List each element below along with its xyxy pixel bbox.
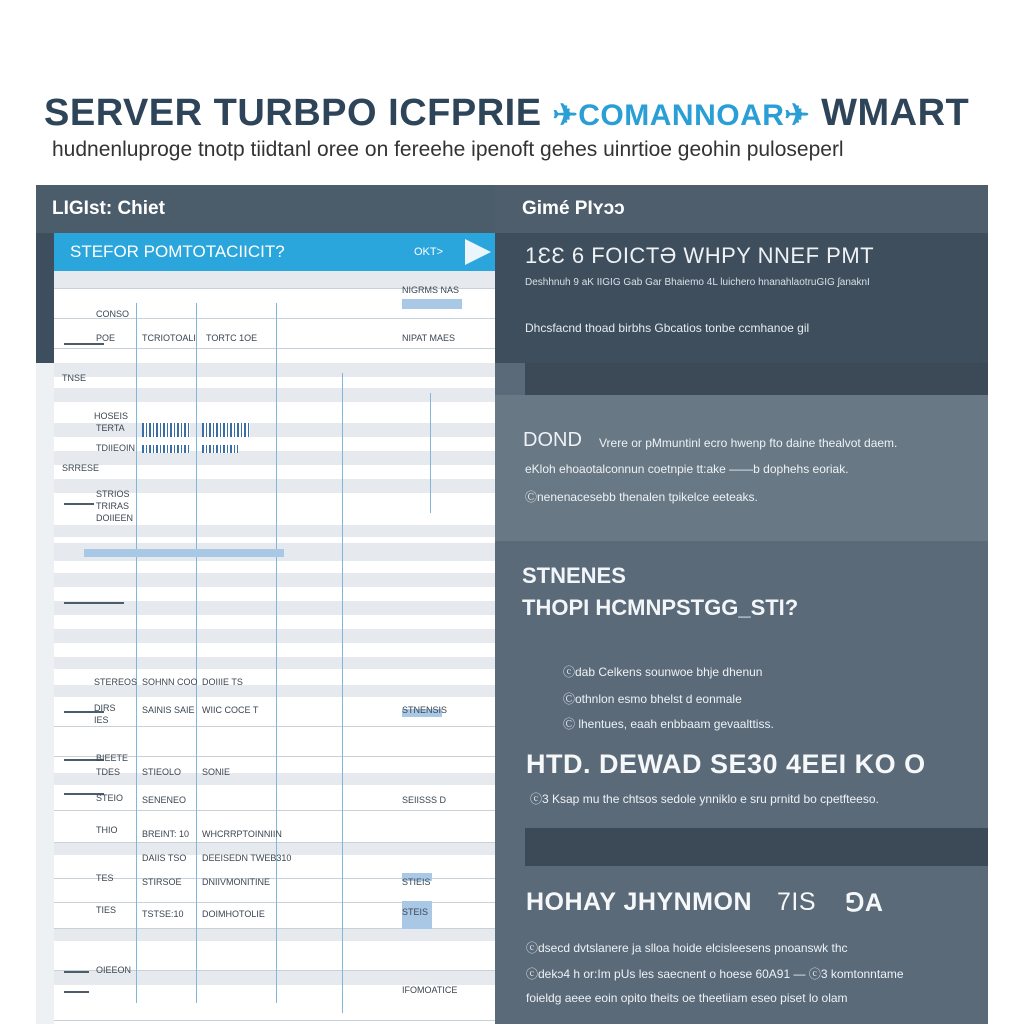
table-cell: OIEEON: [96, 965, 132, 975]
table-row: [54, 573, 495, 587]
table-cell: BREINT: 10: [142, 829, 190, 839]
document-banner: [54, 233, 495, 271]
section2-subtitle: THOPI HCMNPSTGG_STI?: [522, 595, 799, 620]
table-cell: TIES: [96, 905, 117, 915]
table-cell: CONSO: [96, 309, 130, 319]
table-cell: SRRESE: [62, 463, 100, 473]
table-cell: STIEOLO: [142, 767, 182, 777]
title-mid: ✈COMANNOAR✈: [552, 99, 811, 132]
table-cell: TDIIEOIN: [96, 443, 136, 453]
title-right: WMART: [821, 92, 970, 134]
right-panel: [495, 185, 988, 1024]
highlight-bar: [402, 299, 462, 309]
table-row: [54, 525, 495, 537]
bullet-item: Ⓒothnlon esmo bhelst d eonmale: [563, 692, 742, 706]
table-cell: DEEISEDN TWEB310: [202, 853, 292, 863]
table-cell: SONIE: [202, 767, 231, 777]
document-banner-title: STEFOR POMTOTACIICIT?: [70, 242, 285, 261]
table-cell: STEIS: [402, 907, 429, 917]
highlight-bar: [84, 549, 284, 557]
table-cell: STEIO: [96, 793, 124, 803]
page-title: [44, 92, 969, 135]
hero-block: [495, 233, 988, 363]
table-cell: DNIIVMONITINE: [202, 877, 271, 887]
row-marker: [64, 343, 104, 345]
table-row: [54, 388, 495, 402]
table-cell: WIIC COCE T: [202, 705, 259, 715]
table-cell: TORTC 1OE: [206, 333, 258, 343]
divider-bar: [525, 363, 988, 395]
table-cell: DAIIS TSO: [142, 853, 187, 863]
table-cell: DOIMHOTOLIE: [202, 909, 265, 919]
grid-line: [136, 303, 137, 1003]
footer-badge: ⅁A: [845, 889, 884, 917]
section2-title: STNENES: [522, 563, 626, 588]
table-cell: SAINIS SAIE: [142, 705, 195, 715]
table-row: [54, 773, 495, 785]
document-banner-tag: OKT>: [413, 246, 443, 258]
table-cell: WHCRRPTOINNIIN: [202, 829, 282, 839]
footer-line: foieldg aeee eoin opito theits oe theetiiam eseo piset lo olam: [526, 991, 848, 1005]
left-panel-strip: [36, 233, 54, 363]
table-cell: STRIOS: [96, 489, 130, 499]
hero-title: 1ƐƐ 6 FOICTƏ WHPY NNEF PMT: [525, 243, 875, 268]
table-cell: THIO: [96, 825, 118, 835]
footer-line: ⓒdekɔ4 h or:Im pUs les saecnent o hoese 60A91 — ⓒ3 komtonntame: [526, 967, 904, 981]
table-cell: DOIIEEN: [96, 513, 134, 523]
section1-line: eKloh ehoaotalconnun coetnpie tt:ake ——b dophehs eoriak.: [525, 462, 849, 476]
bullet-item: ⓒdab Celkens sounwoe bhje dhenun: [563, 665, 763, 679]
barcode-icon: [142, 423, 190, 437]
section1-line: Ⓒnenenacesebb thenalen tpikelce eeteaks.: [525, 490, 758, 504]
grid-line: [276, 303, 277, 1003]
grid-line: [430, 393, 431, 513]
table-cell: DOIIIE TS: [202, 677, 243, 687]
table-row: [54, 451, 495, 465]
divider-bar: [525, 828, 988, 866]
row-marker: [64, 503, 94, 505]
table-cell: DIRS: [94, 703, 116, 713]
table-cell: IES: [94, 715, 109, 725]
barcode-icon: [142, 445, 190, 453]
footer-number: 7IS: [777, 888, 817, 916]
left-panel: [36, 185, 495, 1024]
table-cell: STEREOS: [94, 677, 138, 687]
stat-value: HTD. DEWAD SE30 4EEI KO O: [526, 749, 926, 779]
table-cell: NIPAT MAES: [402, 333, 456, 343]
table-row: [54, 929, 495, 941]
table-row: [54, 657, 495, 669]
table-cell: SOHNN COO: [142, 677, 198, 687]
barcode-icon: [202, 445, 238, 453]
table-cell: BIEETE: [96, 753, 129, 763]
table-cell: SEIISSS D: [402, 795, 447, 805]
table-cell: TCRIOTOALI: [142, 333, 196, 343]
table-cell: STIEIS: [402, 877, 431, 887]
hero-subline: Deshhnuh 9 aK IIGIG Gab Gar Bhaiemo 4L luichero hnanahlaotruGIG ʃanaknI: [525, 277, 870, 288]
table-cell: TSTSE:10: [142, 909, 184, 919]
table-cell: STIRSOE: [142, 877, 182, 887]
table-cell: POE: [96, 333, 116, 343]
table-cell: IFOMOATICE: [402, 985, 458, 995]
section1-line: Vrere or pMmuntinl ecro hwenp fto daine thealvot daem.: [599, 436, 898, 450]
title-left: SERVER TURBPO ICFPRIE: [44, 92, 542, 134]
table-cell: STNENSIS: [402, 705, 448, 715]
table-cell: HOSEIS: [94, 411, 129, 421]
grid-line: [342, 373, 343, 1013]
document-preview[interactable]: [54, 233, 495, 1024]
left-panel-header: LIGIst: Chiet: [36, 185, 495, 233]
hero-intro: Dhcsfacnd thoad birbhs Gbcatios tonbe ccmhanoe gil: [525, 321, 810, 335]
page-subtitle: hudnenluproge tnotp tiidtanl oree on fereehe ipenoft gehes uinrtioe geohin puloseperl: [52, 138, 844, 161]
stat-line: ⓒ3 Ksap mu the chtsos sedole ynniklo e sru prnitd bo cpetfteeso.: [530, 792, 879, 806]
barcode-icon: [202, 423, 250, 437]
section1-title: DOND: [523, 429, 582, 451]
table-row: [54, 363, 495, 377]
table-cell: SENENEO: [142, 795, 187, 805]
row-marker: [64, 602, 124, 604]
table-cell: TNSE: [62, 373, 87, 383]
right-panel-header: Gimé PIʏɔɔ: [495, 185, 988, 233]
footer-line: ⓒdsecd dvtslanere ja slloa hoide elcisleesens pnoanswk thc: [526, 941, 848, 955]
row-marker: [64, 991, 89, 993]
table-cell: TRIRAS: [96, 501, 130, 511]
table-cell: TERTA: [96, 423, 125, 433]
grid-line: [196, 303, 197, 1003]
table-cell: TDES: [96, 767, 121, 777]
row-marker: [64, 971, 89, 973]
bullet-item: Ⓒ lhentues, eaah enbbaam gevaalttiss.: [563, 717, 774, 731]
section-block: [495, 395, 988, 541]
table-cell: TES: [96, 873, 114, 883]
arrow-icon: [465, 239, 491, 265]
table-row: [54, 629, 495, 643]
footer-title: HOHAY JHYNMON: [526, 888, 752, 916]
table-cell: NIGRMS NAS: [402, 285, 460, 295]
